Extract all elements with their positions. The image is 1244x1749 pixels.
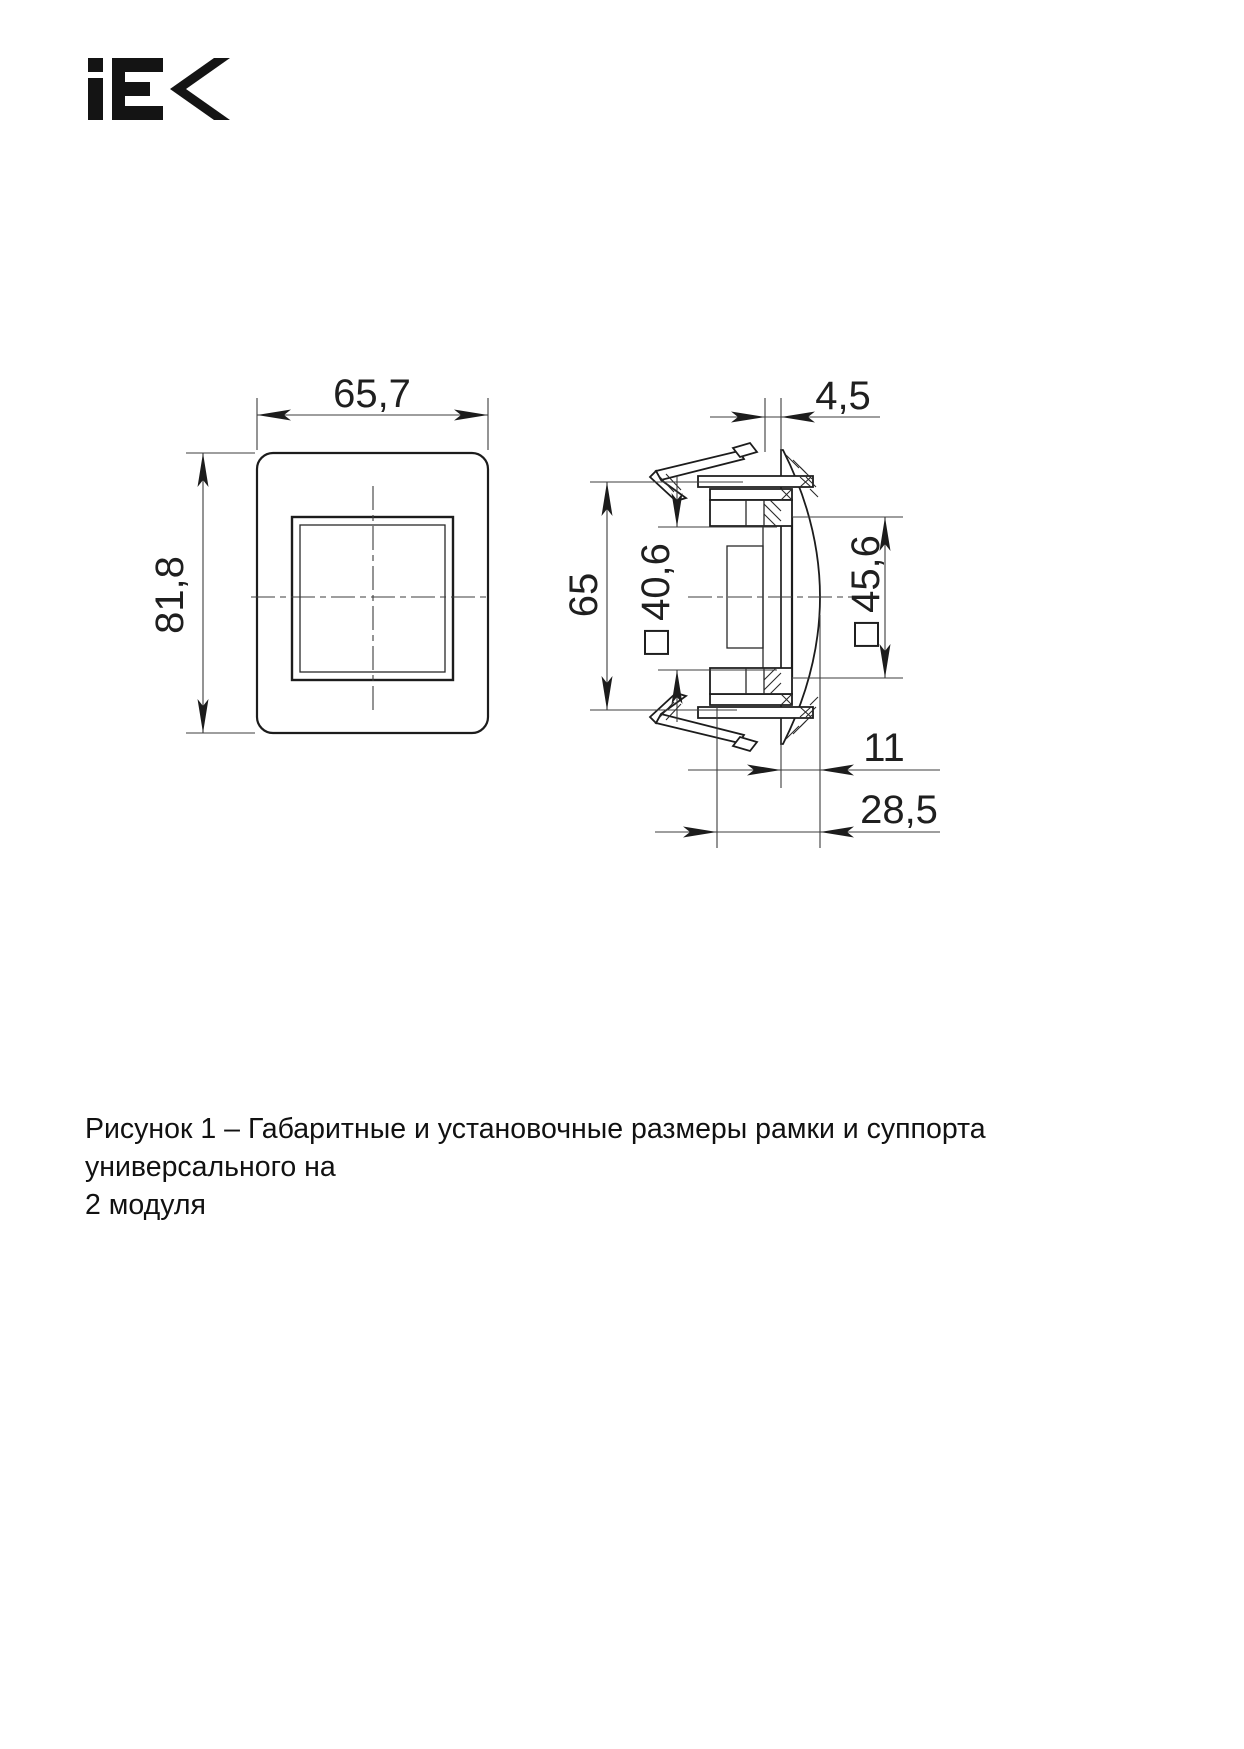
figure-caption [85,1110,1145,1224]
dim-side-depth-total [860,790,938,830]
figure-caption-line1: Рисунок 1 – Габаритные и установочные размеры рамки и суппорта универсального на [85,1113,986,1183]
dim-side-depth-front [863,728,905,768]
dim-front-height [150,556,190,634]
dim-side-square-large-value: 45,6 [844,535,888,613]
dim-side-square-small-value: 40,6 [634,543,678,621]
dim-side-offset [815,376,871,416]
dim-front-width [333,374,411,414]
dim-side-square-large [846,535,886,647]
dim-side-depth-front-value: 11 [863,726,905,770]
dim-side-grip-span-value: 65 [562,572,606,618]
dim-side-offset-value: 4,5 [815,374,871,418]
dim-side-square-small [636,543,676,655]
front-view [186,398,490,733]
square-symbol [644,630,669,655]
dim-side-grip-span [564,573,604,618]
dim-front-height-value: 81,8 [148,556,192,634]
dim-front-width-value: 65,7 [333,372,411,416]
dim-side-depth-total-value: 28,5 [860,788,938,832]
square-symbol [854,622,879,647]
figure-caption-line2: 2 модуля [85,1189,206,1221]
